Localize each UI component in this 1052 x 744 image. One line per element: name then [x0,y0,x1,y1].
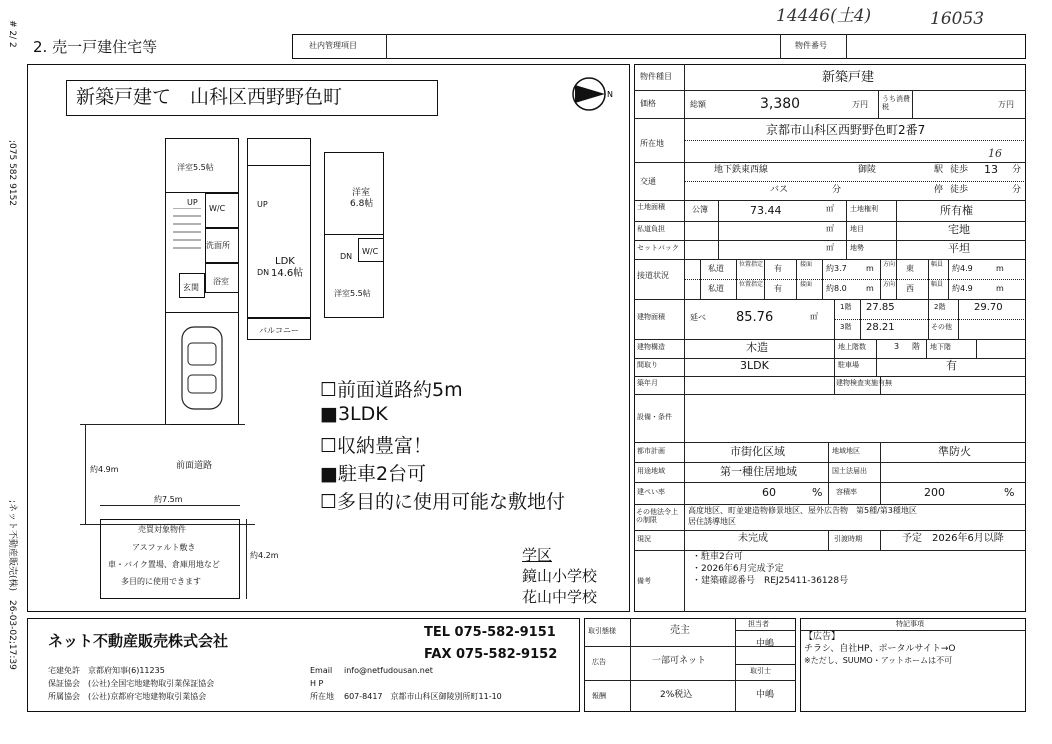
road1-direction: 東 [906,264,914,273]
address-footer-label: 所在地 [310,692,334,701]
city-plan-value: 市街化区域 [730,445,785,458]
floor1-label: 1階 [840,303,852,311]
walk-value: 13 [984,163,998,176]
remark-item: ・駐車2台可 [692,552,743,562]
use-district-value: 第一種住居地域 [720,465,797,478]
road2-designation-value: 有 [774,284,782,293]
layout-value: 3LDK [740,359,769,372]
room-1f-western: 洋室5.5帖 [177,163,214,172]
stair-up-1f: UP [187,198,198,207]
road1-type: 私道 [708,264,724,273]
structure-label: 建物構造 [637,343,665,351]
elementary-school: 鏡山小学校 [522,567,598,585]
license: 宅建免許 京都府知事(6)11235 [48,666,165,675]
special-note-1: 【広告】 [804,632,841,642]
road2-designation: 位置指定 [739,281,764,288]
deal-type-label: 取引態様 [588,627,616,635]
type-label: 物件種目 [640,72,672,81]
floorplan-2f [247,138,311,335]
above-floors-unit: 階 [912,342,920,351]
bus-label: バス [770,185,789,195]
use-district-label: 用途地域 [637,467,665,475]
parking-label: 駐車場 [838,361,859,369]
floorplan-1f [165,138,239,313]
price-value: 3,380 [760,96,801,112]
parking-area [165,313,239,425]
road2-m: m [866,284,874,293]
below-floors-label: 地下階 [930,343,951,351]
terrain-label: 地勢 [850,244,864,252]
stair-up-2f: UP [257,200,268,209]
school-district-label: 学区 [522,546,553,564]
other-law-value-2: 居住誘導地区 [688,517,736,526]
floor1-area: 27.85 [866,302,895,313]
line-name: 地下鉄東西線 [714,165,769,175]
company-tel: TEL 075-582-9151 [424,625,556,640]
road2-type: 私道 [708,284,724,293]
bcr-value: 60 [762,486,776,499]
fee-value: 2%税込 [660,690,693,700]
room2-size: 6.8帖 [350,198,374,209]
city-plan-label: 都市計画 [637,447,665,455]
deal-type-value: 売主 [670,625,690,636]
land-category-label: 地目 [850,225,864,233]
far-percent: % [1004,486,1015,499]
tax-label: うち消費税 [882,95,910,112]
north-compass-icon [572,76,616,112]
land-right-value: 所有権 [940,204,973,217]
fee-label: 報酬 [592,692,606,700]
fax-page: # 2/ 2 [7,20,17,48]
special-note-3: ※ただし、SUUMO・アットホームは不可 [804,656,953,665]
price-label: 価格 [640,99,656,108]
road2-contact: 約8.0 [826,284,847,293]
bus-walk-unit: 分 [1012,185,1022,195]
building-unit: ㎡ [810,312,818,321]
land-right-label: 土地権利 [850,205,878,213]
car-icon [166,313,238,423]
building-total-label: 延べ [690,313,706,322]
walk-label: 徒歩 [950,165,969,175]
email-label: Email [310,666,333,675]
address-label: 所在地 [640,139,664,148]
land-category-value: 宅地 [948,223,970,236]
member-assoc: 所属協会 (公社)京都府宅地建物取引業協会 [48,692,207,701]
room2-name: 洋室 [352,188,371,198]
road1-designation: 位置指定 [739,261,764,268]
road1-m: m [866,264,874,273]
email-value: info@netfudousan.net [344,666,433,675]
setback-unit: ㎡ [826,243,834,252]
land-line1: 売買対象物件 [138,525,186,534]
land-area-unit: ㎡ [826,204,834,213]
fax-margin [2,20,18,670]
entrance: 玄関 [183,283,199,292]
fax-datetime: 26-03-02;17:39 [7,600,17,670]
special-note-2: チラシ、自社HP、ポータルサイト→O [804,644,956,654]
notification-label: 国土法届出 [832,467,867,475]
guarantee-assoc: 保証協会 (公社)全国宅地建物取引業保証協会 [48,679,215,688]
land-area-value: 73.44 [750,204,782,217]
feature-item: ■駐車2台可 [320,463,427,485]
walk-unit: 分 [1012,165,1022,175]
balcony: バルコニー [259,326,299,335]
type-value: 新築戸建 [822,70,875,85]
handwritten-number: 16053 [930,9,985,29]
ldk-size: 14.6帖 [271,267,304,279]
road2-direction: 西 [906,284,914,293]
feature-list [320,375,620,515]
company-fax: FAX 075-582-9152 [424,647,558,662]
company-address: 607-8417 京都市山科区御陵別所町11-10 [344,692,502,701]
road1-width-label: 幅員 [931,261,944,268]
tax-unit: 万円 [998,100,1014,109]
remarks-label: 備考 [637,577,651,585]
side-length-label: 約4.2m [250,551,279,560]
front-road-label: 前面道路 [176,461,213,471]
floor3-area: 28.21 [866,322,895,333]
price-unit: 万円 [852,100,868,109]
built-date-label: 築年月 [637,379,658,387]
walk-handwritten: 16 [988,147,1002,160]
ad-value: 一部可ネット [652,656,707,666]
bath: 浴室 [213,277,229,286]
road2-width-unit: m [996,284,1004,293]
bus-unit: 分 [832,185,842,195]
far-value: 200 [924,486,945,499]
road-access-label: 接道状況 [637,271,669,280]
road1-designation-value: 有 [774,264,782,273]
road1-contact-label: 接面 [800,261,813,268]
handover-label: 引渡時期 [834,535,862,543]
above-floors-label: 地上階数 [838,343,866,351]
road2-contact-label: 接面 [800,281,813,288]
setback-label: セットバック [637,244,679,252]
other-area-label: その他 [931,323,952,331]
zone-label: 地域地区 [832,447,860,455]
remark-item: ・建築確認番号 REJ25411-36128号 [692,576,849,586]
floor2-area: 29.70 [974,302,1003,313]
manager-label: 担当者 [748,620,769,628]
building-total: 85.76 [736,310,774,325]
private-road-label: 私道負担 [637,225,665,233]
terrain-value: 平坦 [948,242,970,255]
road2-width-label: 幅員 [931,281,944,288]
property-number-label: 物件番号 [795,41,827,50]
bcr-percent: % [812,486,823,499]
hp-label: H P [310,679,324,688]
floor2-label: 2階 [934,303,946,311]
special-notes-label: 特記事項 [896,620,924,628]
feature-item: ■3LDK [320,403,388,425]
road-length-label: 約7.5m [154,495,183,504]
handwritten-id: 14446(土4) [776,6,872,26]
company-name: ネット不動産販売株式会社 [48,632,229,650]
road1-width-unit: m [996,264,1004,273]
equipment-label: 設備・条件 [637,413,672,421]
land-line4: 多目的に使用できます [121,577,201,586]
above-floors-value: 3 [894,342,900,351]
handover-value: 予定 2026年6月以降 [902,533,1004,544]
section-title: 2. 売一戸建住宅等 [33,38,158,56]
ldk-room [271,256,303,279]
internal-management-bar [292,34,1026,59]
road1-contact: 約3.7 [826,264,847,273]
remark-item: ・2026年6月完成予定 [692,564,784,574]
stair-down-3f: DN [340,252,353,261]
station-name: 御陵 [858,165,877,175]
agent-name: 中嶋 [756,690,775,700]
stair-down-2f: DN [257,268,270,277]
far-label: 容積率 [836,488,857,496]
floor3-label: 3階 [840,323,852,331]
room-3f-western-68 [350,188,373,210]
structure-value: 木造 [746,341,768,354]
building-area-label: 建物面積 [637,313,665,321]
ldk-name: LDK [275,256,295,267]
zone-value: 準防火 [938,445,971,458]
busstop-label: 停 [934,185,944,195]
wic-1f: W/C [209,204,226,213]
transport-label: 交通 [640,177,656,186]
status-label: 現況 [637,535,651,543]
manager-name: 中嶋 [756,639,775,649]
ad-label: 広告 [592,658,606,666]
other-law-value-1: 高度地区、町並建造物修景地区、屋外広告物 第5種/第3種地区 [688,506,917,515]
status-value: 未完成 [738,533,768,544]
parking-value: 有 [946,359,957,372]
road2-width: 約4.9 [952,284,973,293]
room-3f-western-55: 洋室5.5帖 [334,289,371,298]
fax-sender: ;ネット不動産販売(株) [7,500,17,592]
junior-high-school: 花山中学校 [522,588,598,606]
road-width-label: 約4.9m [90,465,119,474]
station-suffix: 駅 [934,165,944,175]
feature-item: ☐収納豊富！ [320,435,433,457]
private-road-unit: ㎡ [826,224,834,233]
feature-item: ☐多目的に使用可能な敷地付 [320,491,566,513]
fax-phone: ;075 582 9152 [7,140,17,207]
road1-direction-label: 方向 [883,261,896,268]
svg-text:N: N [607,90,613,99]
inspection-label: 建物検査実施有無 [836,379,892,387]
internal-label: 社内管理項目 [309,41,357,50]
land-line2: アスファルト敷き [132,543,196,552]
bus-walk-label: 徒歩 [950,185,969,195]
bcr-label: 建ぺい率 [637,488,665,496]
feature-item: ☐前面道路約5m [320,379,463,401]
land-area-sub: 公簿 [692,205,708,214]
wic-3f: W/C [362,247,379,256]
floorplan-3f [324,152,384,318]
flyer-title: 新築戸建て 山科区西野野色町 [76,86,343,108]
land-area-label: 土地面積 [637,203,665,211]
road2-direction-label: 方向 [883,281,896,288]
agent-label: 取引士 [750,667,771,675]
land-line3: 車・バイク置場、倉庫用地など [108,560,220,569]
address-value: 京都市山科区西野野色町2番7 [766,123,926,137]
layout-label: 間取り [637,361,658,369]
other-law-label: その他法令上の制限 [636,508,678,525]
price-total-label: 総額 [690,100,706,109]
road1-width: 約4.9 [952,264,973,273]
washroom: 洗面所 [206,241,230,250]
